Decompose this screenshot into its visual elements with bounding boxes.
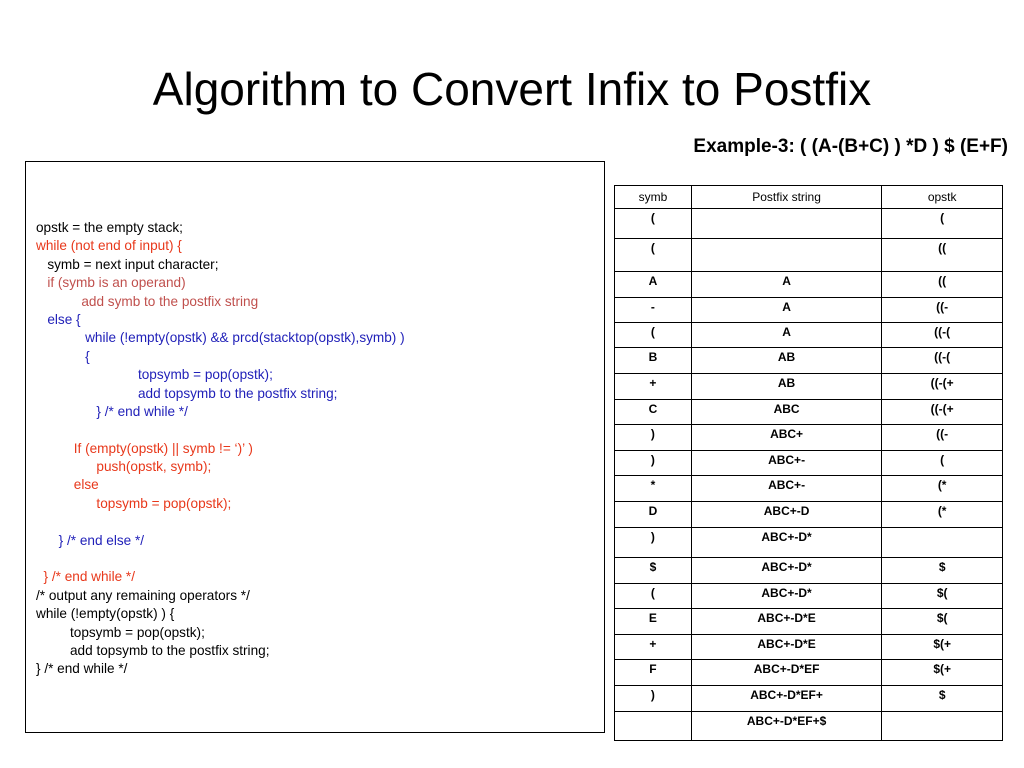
cell-symb [615, 712, 692, 741]
code-line: add symb to the postfix string [36, 293, 259, 309]
code-line: while (!empty(opstk) ) { [36, 606, 175, 622]
code-line: /* output any remaining operators */ [36, 587, 250, 603]
cell-symb: $ [615, 558, 692, 584]
cell-symb: ) [615, 528, 692, 558]
code-line: opstk = the empty stack; [36, 220, 183, 235]
example-heading: Example-3: ( (A-(B+C) ) *D ) $ (E+F) [693, 136, 1008, 157]
cell-postfix-string [691, 239, 881, 272]
table-row [615, 451, 1003, 476]
cell-postfix-string: AB [691, 374, 881, 400]
slide-title: Algorithm to Convert Infix to Postfix [152, 63, 872, 115]
code-line: while (not end of input) { [36, 238, 182, 254]
cell-postfix-string: ABC+-D*EF [691, 660, 881, 686]
cell-symb: D [615, 502, 692, 528]
cell-postfix-string: ABC+-D* [691, 528, 881, 558]
cell-opstk: $ [882, 686, 1003, 712]
cell-opstk: ((-(+ [882, 374, 1003, 400]
cell-opstk: (( [882, 239, 1003, 272]
cell-postfix-string: ABC+-D* [691, 584, 881, 609]
cell-symb: ) [615, 425, 692, 451]
cell-opstk: ((- [882, 425, 1003, 451]
conversion-trace-table [614, 185, 1003, 741]
cell-symb: - [615, 298, 692, 323]
algorithm-code-box [25, 161, 605, 733]
code-line [36, 513, 405, 531]
code-line: if (symb is an operand) [36, 275, 186, 291]
cell-symb: A [615, 272, 692, 298]
table-row [615, 686, 1003, 712]
table-row [615, 400, 1003, 425]
cell-opstk: ( [882, 451, 1003, 476]
cell-opstk: ((-(+ [882, 400, 1003, 425]
table-header-row [615, 186, 1003, 209]
cell-opstk: (* [882, 502, 1003, 528]
table-row [615, 609, 1003, 635]
code-line: else { [36, 311, 81, 327]
code-line: } /* end while */ [36, 403, 188, 419]
cell-opstk: $ [882, 558, 1003, 584]
cell-symb: ( [615, 584, 692, 609]
table-row [615, 348, 1003, 374]
cell-opstk [882, 712, 1003, 741]
cell-postfix-string: ABC+-D [691, 502, 881, 528]
table-row [615, 712, 1003, 741]
cell-opstk [882, 528, 1003, 558]
cell-opstk: ( [882, 209, 1003, 239]
code-line: while (!empty(opstk) && prcd(stacktop(opstk),symb) ) [36, 330, 405, 346]
cell-opstk: (( [882, 272, 1003, 298]
table-row [615, 502, 1003, 528]
cell-postfix-string: AB [691, 348, 881, 374]
cell-opstk: $(+ [882, 660, 1003, 686]
cell-postfix-string: ABC [691, 400, 881, 425]
code-line [36, 421, 405, 439]
table-row [615, 239, 1003, 272]
code-line: add topsymb to the postfix string; [36, 642, 270, 658]
cell-postfix-string: ABC+- [691, 476, 881, 502]
cell-postfix-string [691, 209, 881, 239]
table-row [615, 323, 1003, 348]
code-line: symb = next input character; [36, 256, 219, 272]
code-line: topsymb = pop(opstk); [36, 367, 273, 383]
table-row [615, 584, 1003, 609]
code-line: add topsymb to the postfix string; [36, 385, 338, 401]
cell-postfix-string: A [691, 323, 881, 348]
table-row [615, 298, 1003, 323]
table-row [615, 272, 1003, 298]
table-row [615, 635, 1003, 660]
code-line: } /* end while */ [36, 661, 128, 677]
cell-opstk: $( [882, 609, 1003, 635]
table-row [615, 558, 1003, 584]
code-line: push(opstk, symb); [36, 459, 212, 475]
cell-postfix-string: ABC+ [691, 425, 881, 451]
table-row [615, 209, 1003, 239]
cell-opstk: (* [882, 476, 1003, 502]
code-line: { [36, 348, 90, 364]
cell-symb: B [615, 348, 692, 374]
cell-postfix-string: ABC+-D*EF+$ [691, 712, 881, 741]
header-postfix-string: Postfix string [691, 186, 881, 209]
code-line: } /* end else */ [36, 532, 145, 548]
cell-postfix-string: ABC+-D*E [691, 635, 881, 660]
header-opstk: opstk [882, 186, 1003, 209]
cell-opstk: ((-( [882, 323, 1003, 348]
table-row [615, 425, 1003, 451]
code-line: topsymb = pop(opstk); [36, 624, 205, 640]
cell-opstk: $( [882, 584, 1003, 609]
cell-opstk: ((-( [882, 348, 1003, 374]
cell-postfix-string: ABC+-D* [691, 558, 881, 584]
code-line [36, 550, 405, 568]
cell-postfix-string: ABC+-D*E [691, 609, 881, 635]
algorithm-code [36, 219, 405, 679]
cell-symb: + [615, 374, 692, 400]
cell-symb: C [615, 400, 692, 425]
header-symb: symb [615, 186, 692, 209]
table-row [615, 374, 1003, 400]
cell-symb: + [615, 635, 692, 660]
cell-symb: ( [615, 323, 692, 348]
code-line: } /* end while */ [36, 569, 135, 585]
cell-postfix-string: ABC+- [691, 451, 881, 476]
cell-symb: ( [615, 239, 692, 272]
cell-symb: E [615, 609, 692, 635]
cell-postfix-string: A [691, 272, 881, 298]
cell-symb: ( [615, 209, 692, 239]
cell-symb: * [615, 476, 692, 502]
cell-opstk: ((- [882, 298, 1003, 323]
cell-symb: ) [615, 686, 692, 712]
cell-symb: ) [615, 451, 692, 476]
cell-postfix-string: ABC+-D*EF+ [691, 686, 881, 712]
cell-postfix-string: A [691, 298, 881, 323]
code-line: If (empty(opstk) || symb != ‘)’ ) [36, 440, 253, 456]
cell-symb: F [615, 660, 692, 686]
code-line: else [36, 477, 99, 493]
table-row [615, 528, 1003, 558]
code-line: topsymb = pop(opstk); [36, 495, 232, 511]
table-row [615, 660, 1003, 686]
cell-opstk: $(+ [882, 635, 1003, 660]
table-row [615, 476, 1003, 502]
